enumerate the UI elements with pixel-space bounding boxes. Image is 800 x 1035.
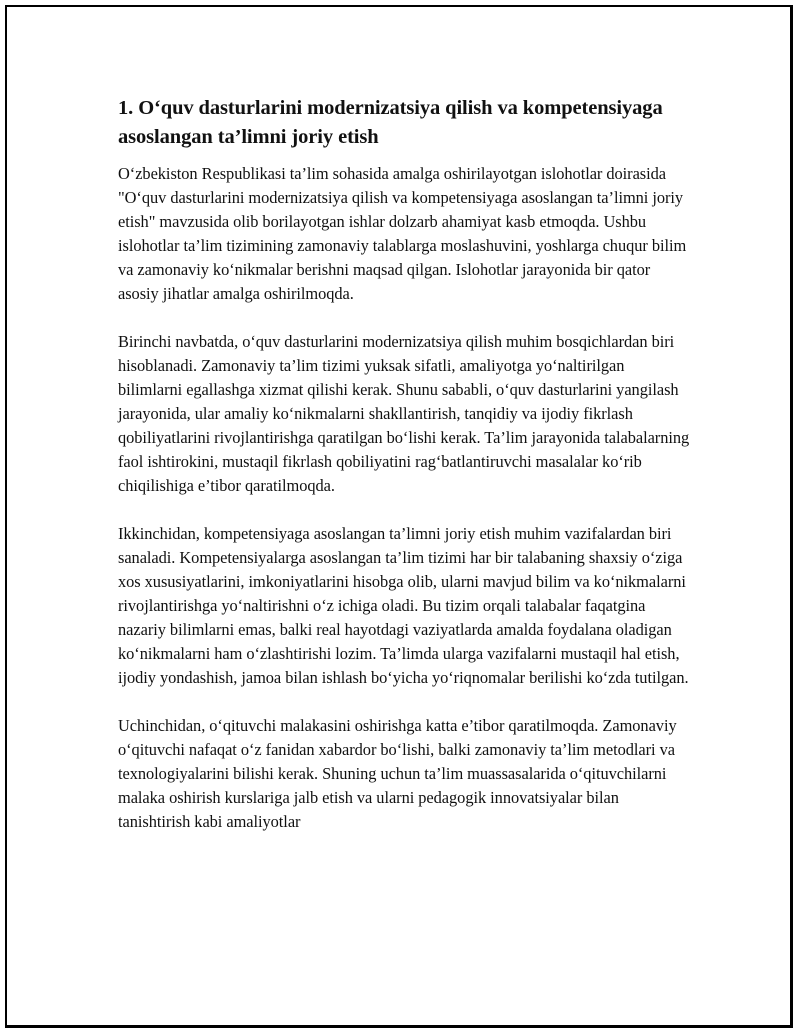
- paragraph-third: Uchinchidan, o‘qituvchi malakasini oshirishga katta e’tibor qaratilmoqda. Zamonaviy o‘qituvchi nafaqat o‘z fanidan xabardor bo‘lishi, balki zamonaviy ta’lim metodlari va texnologiyalarini bilishi kerak. Shuning uchun ta’lim muassasalarida o‘qituvchilarni malaka oshirish kurslariga jalb etish va ularni pedagogik innovatsiyalar bilan tanishtirish kabi amaliyotlar: [118, 716, 677, 831]
- paragraph-second: Ikkinchidan, kompetensiyaga asoslangan ta’limni joriy etish muhim vazifalardan biri sanaladi. Kompetensiyalarga asoslangan ta’lim tizimi har bir talabaning shaxsiy o‘ziga xos xususiyatlarini, imkoniyatlarini hisobga olib, ularni mavjud bilim va ko‘nikmalarni rivojlantirishga yo‘naltirishni o‘z ichiga oladi. Bu tizim orqali talabalar faqatgina nazariy bilimlarni emas, balki real hayotdagi vaziyatlarda amalda foydalana oladigan ko‘nikmalarni ham o‘zlashtirishi lozim. Ta’limda ularga vazifalarni mustaqil hal etish, ijodiy yondashish, jamoa bilan ishlash bo‘yicha yo‘riqnomalar berilishi ko‘zda tutilgan.: [118, 524, 689, 687]
- document-body: [118, 94, 690, 858]
- section-heading: 1. O‘quv dasturlarini modernizatsiya qilish va kompetensiyaga asoslangan ta’limni joriy etish: [118, 97, 663, 148]
- paragraph-first: Birinchi navbatda, o‘quv dasturlarini modernizatsiya qilish muhim bosqichlardan biri hisoblanadi. Zamonaviy ta’lim tizimi yuksak sifatli, amaliyotga yo‘naltirilgan bilimlarni egallashga xizmat qilishi kerak. Shunu sababli, o‘quv dasturlarini yangilash jarayonida, ular amaliy ko‘nikmalarni shakllantirish, tanqidiy va ijodiy fikrlash qobiliyatlarini rivojlantirishga qaratilgan bo‘lishi kerak. Ta’lim jarayonida talabalarning faol ishtirokini, mustaqil fikrlash qobiliyatini rag‘batlantiruvchi masalalar ko‘rib chiqilishiga e’tibor qaratilmoqda.: [118, 332, 690, 495]
- paragraph-intro: O‘zbekiston Respublikasi ta’lim sohasida amalga oshirilayotgan islohotlar doirasida "O‘quv dasturlarini modernizatsiya qilish va kompetensiyaga asoslangan ta’limni joriy etish" mavzusida olib borilayotgan ishlar dolzarb ahamiyat kasb etmoqda. Ushbu islohotlar ta’lim tizimining zamonaviy talablarga moslashuvini, yoshlarga chuqur bilim va zamonaviy ko‘nikmalar berishni maqsad qilgan. Islohotlar jarayonida bir qator asosiy jihatlar amalga oshirilmoqda.: [118, 164, 687, 303]
